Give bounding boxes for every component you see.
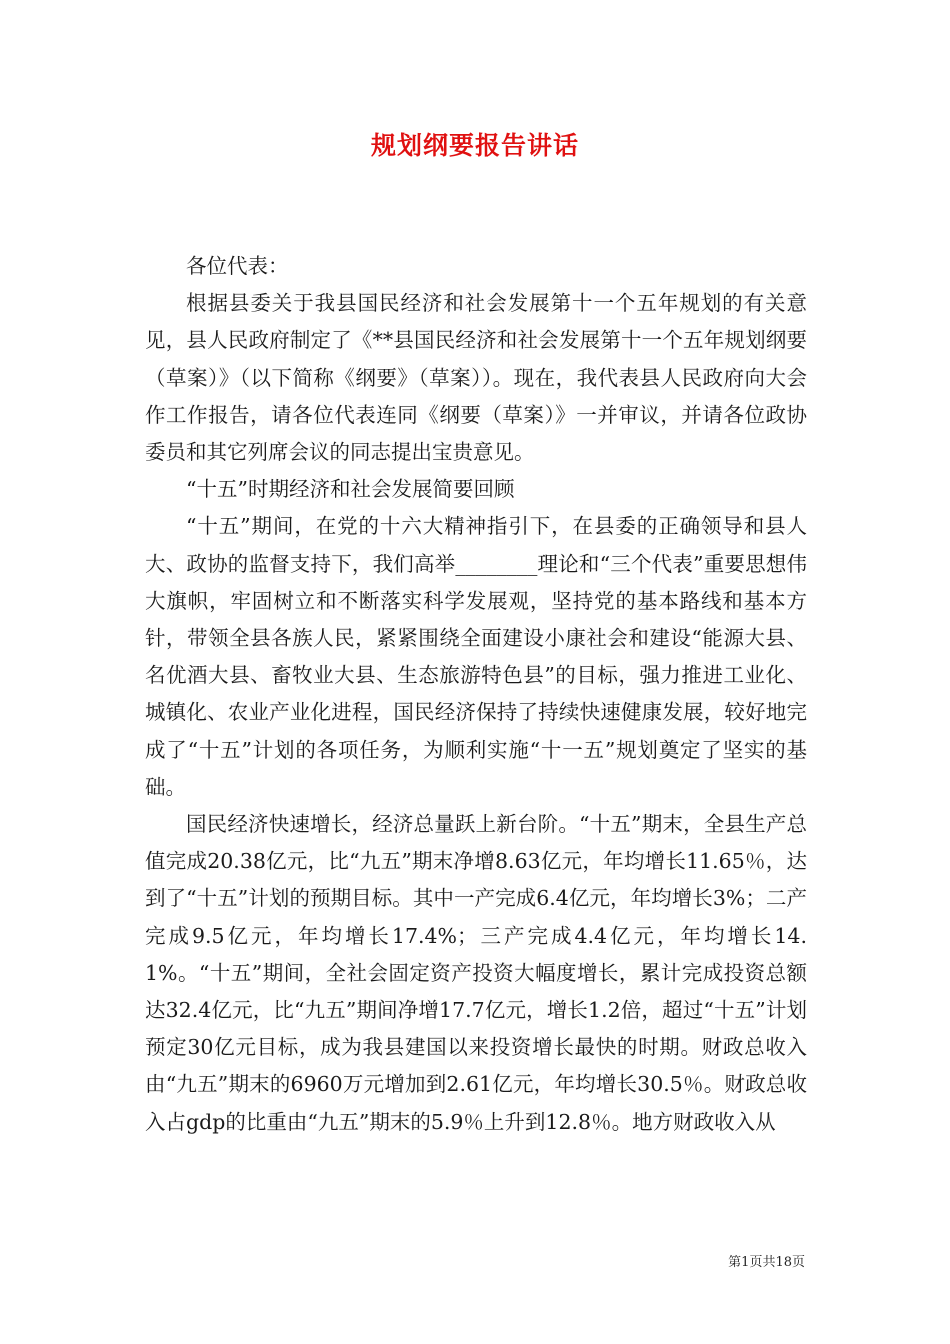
intro-paragraph: 根据县委关于我县国民经济和社会发展第十一个五年规划的有关意见，县人民政府制定了《**县国民经济和社会发展第十一个五年规划纲要（草案）》（以下简称《纲要》（草案））。现在，我代表县人民政府向大会作工作报告，请各位代表连同《纲要（草案）》一并审议，并请各位政协委员和其它列席会议的同志提出宝贵意见。 bbox=[145, 291, 807, 465]
section-heading: “十五”时期经济和社会发展简要回顾 bbox=[186, 477, 515, 502]
review-paragraph: “十五”期间，在党的十六大精神指引下，在县委的正确领导和县人大、政协的监督支持下，我们高举________理论和“三个代表”重要思想伟大旗帜，牢固树立和不断落实科学发展观，坚持党的基本路线和基本方针，带领全县各族人民，紧紧围绕全面建设小康社会和建设“能源大县、名优酒大县、畜牧业大县、生态旅游特色县”的目标，强力推进工业化、城镇化、农业产业化进程，国民经济保持了持续快速健康发展，较好地完成了“十五”计划的各项任务，为顺利实施“十一五”规划奠定了坚实的基础。 bbox=[145, 514, 807, 799]
document-body bbox=[145, 248, 807, 1141]
economy-paragraph: 国民经济快速增长，经济总量跃上新台阶。“十五”期末，全县生产总值完成20.38亿元，比“九五”期末净增8.63亿元，年均增长11.65％，达到了“十五”计划的预期目标。其中一产完成6.4亿元，年均增长3%；二产完成9.5亿元，年均增长17.4%；三产完成4.4亿元，年均增长14.1%。“十五”期间，全社会固定资产投资大幅度增长，累计完成投资总额达32.4亿元，比“九五”期间净增17.7亿元，增长1.2倍，超过“十五”计划预定30亿元目标，成为我县建国以来投资增长最快的时期。财政总收入由“九五”期末的6960万元增加到2.61亿元，年均增长30.5％。财政总收入占gdp的比重由“九五”期末的5.9％上升到12.8％。地方财政收入从 bbox=[145, 812, 807, 1134]
document-title: 规划纲要报告讲话 bbox=[370, 131, 579, 160]
page-number-footer: 第1页共18页 bbox=[728, 1255, 805, 1270]
salutation-paragraph: 各位代表： bbox=[186, 254, 289, 278]
